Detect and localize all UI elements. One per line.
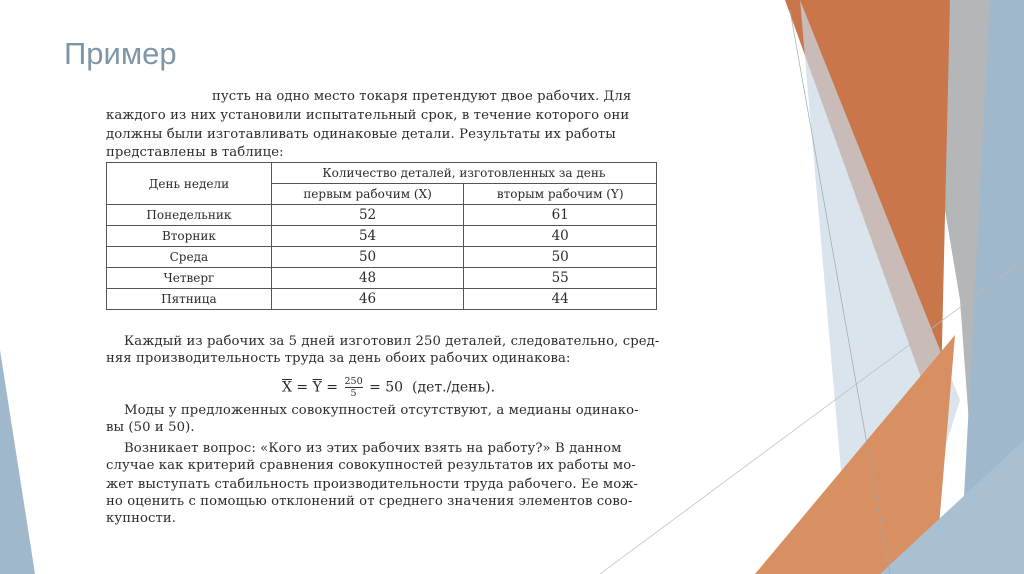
numerator: 250 — [344, 376, 363, 387]
para-line: няя производительность труда за день обоих рабочих одинакова: — [106, 351, 571, 366]
intro-line: представлены в таблице: — [106, 145, 284, 160]
header-day: День недели — [107, 163, 272, 205]
cell-x: 46 — [271, 289, 464, 310]
cell-day: Четверг — [107, 268, 272, 289]
formula-unit: (дет./день). — [412, 379, 496, 396]
fraction — [345, 376, 363, 399]
para-line: купности. — [106, 511, 177, 526]
para-line: Моды у предложенных совокупностей отсутствуют, а медианы одинако- — [124, 403, 639, 418]
table-row — [107, 226, 657, 247]
header-group: Количество деталей, изготовленных за день — [271, 163, 656, 184]
para-line: вы (50 и 50). — [106, 420, 195, 435]
y-bar: $\overline{Y}$ — [312, 379, 322, 396]
cell-day: Пятница — [107, 289, 272, 310]
header-y: вторым рабочим (Y) — [464, 184, 657, 205]
x-bar: $\overline{X}$ — [282, 379, 292, 396]
cell-y: 40 — [464, 226, 657, 247]
denominator: 5 — [350, 388, 357, 399]
table-row — [107, 289, 657, 310]
cell-x: 54 — [271, 226, 464, 247]
results-table — [106, 162, 657, 310]
para-line: Каждый из рабочих за 5 дней изготовил 250 деталей, следовательно, сред- — [124, 334, 660, 349]
cell-x: 50 — [271, 247, 464, 268]
cell-x: 52 — [271, 205, 464, 226]
cell-y: 55 — [464, 268, 657, 289]
intro-line: должны были изготавливать одинаковые детали. Результаты их работы — [106, 127, 616, 142]
para-line: Возникает вопрос: «Кого из этих рабочих взять на работу?» В данном — [124, 441, 622, 456]
cell-y: 61 — [464, 205, 657, 226]
cell-day: Среда — [107, 247, 272, 268]
intro-line: пусть на одно место токаря претендуют двое рабочих. Для — [212, 89, 632, 104]
para-line: случае как критерий сравнения совокупностей результатов их работы мо- — [106, 458, 636, 473]
mean-formula: $\overline{X} = \overline{Y}$ = $\frac{250}{5}$ = 50 (дет./день). — [282, 376, 496, 399]
slide-title: Пример — [64, 36, 177, 71]
intro-line: каждого из них установили испытательный срок, в течение которого они — [106, 108, 630, 123]
cell-y: 44 — [464, 289, 657, 310]
table-row — [107, 268, 657, 289]
header-x: первым рабочим (X) — [271, 184, 464, 205]
para-line: жет выступать стабильность производительности труда рабочего. Ее мож- — [106, 477, 639, 492]
para-line: но оценить с помощью отклонений от среднего значения элементов сово- — [106, 494, 633, 509]
cell-day: Вторник — [107, 226, 272, 247]
cell-day: Понедельник — [107, 205, 272, 226]
cell-x: 48 — [271, 268, 464, 289]
cell-y: 50 — [464, 247, 657, 268]
table-row — [107, 205, 657, 226]
left-blue-shape — [0, 350, 35, 574]
formula-result: = 50 — [369, 379, 404, 396]
table-row — [107, 247, 657, 268]
